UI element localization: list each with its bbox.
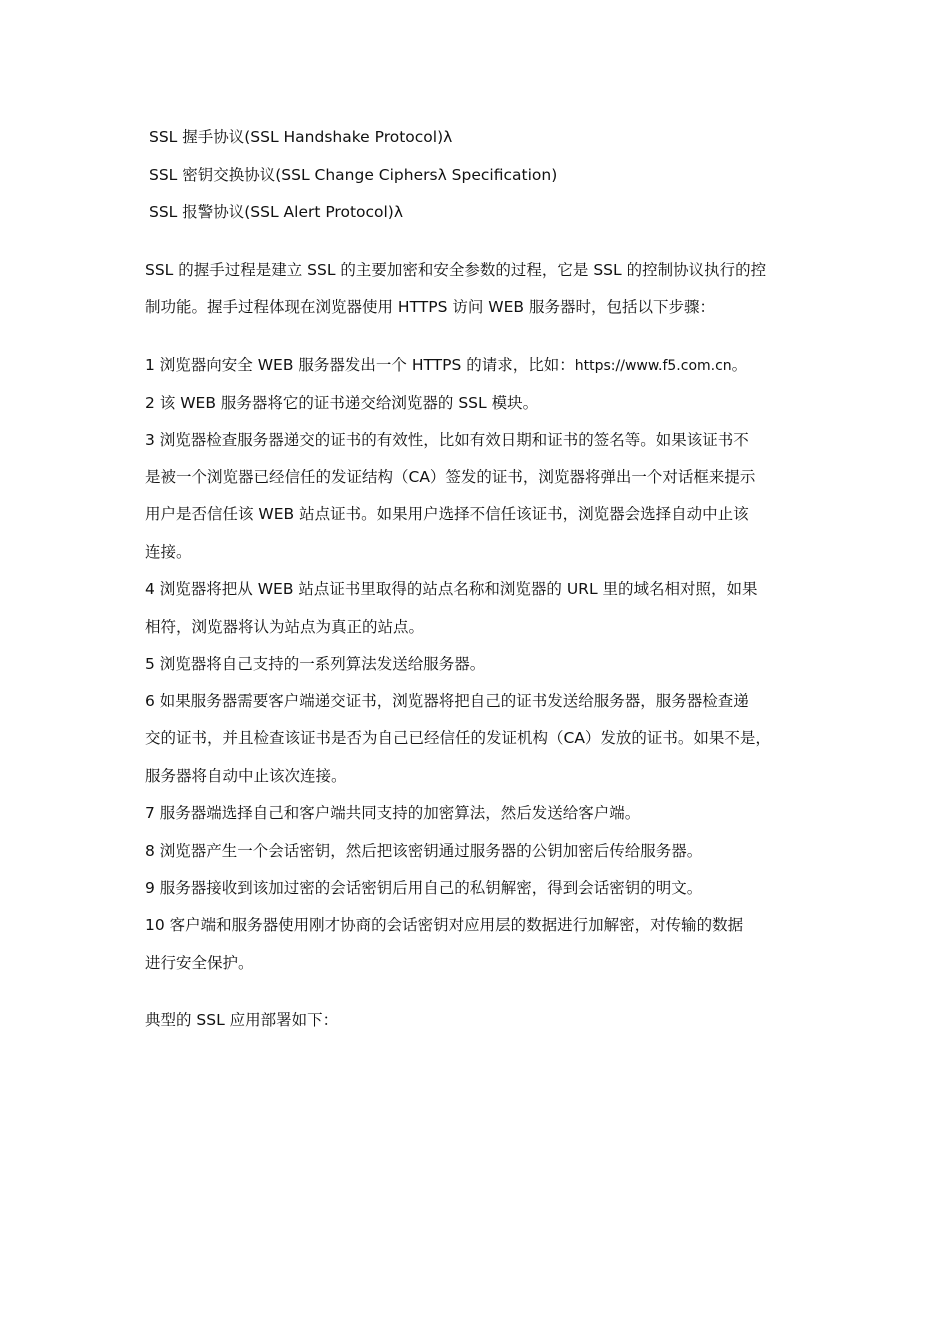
closing-line: 典型的 SSL 应用部署如下：	[145, 1011, 339, 1029]
example-url: https://www.f5.com.cn	[574, 358, 732, 374]
step-line: 3 浏览器检查服务器递交的证书的有效性，比如有效日期和证书的签名等。如果该证书不	[145, 431, 749, 449]
step-line: 8 浏览器产生一个会话密钥，然后把该密钥通过服务器的公钥加密后传给服务器。	[145, 842, 703, 860]
protocol-list-item: SSL 报警协议(SSL Alert Protocol)λ	[149, 203, 404, 221]
step-text: 1 浏览器向安全 WEB 服务器发出一个 HTTPS 的请求，比如：	[145, 356, 575, 374]
step-line: 连接。	[145, 543, 192, 561]
protocol-list-item: SSL 握手协议(SSL Handshake Protocol)λ	[149, 128, 453, 146]
step-line: 服务器将自动中止该次连接。	[145, 767, 347, 785]
protocol-list-item: SSL 密钥交换协议(SSL Change Ciphersλ Specification)	[149, 166, 558, 184]
step-line: 9 服务器接收到该加过密的会话密钥后用自己的私钥解密，得到会话密钥的明文。	[145, 879, 703, 897]
step-line: 进行安全保护。	[145, 954, 254, 972]
step-text: 。	[731, 356, 748, 374]
step-line	[145, 355, 747, 376]
step-line: 2 该 WEB 服务器将它的证书递交给浏览器的 SSL 模块。	[145, 394, 539, 412]
step-line: 相符，浏览器将认为站点为真正的站点。	[145, 618, 425, 636]
step-line: 是被一个浏览器已经信任的发证结构（CA）签发的证书，浏览器将弹出一个对话框来提示	[145, 468, 756, 486]
step-line: 7 服务器端选择自己和客户端共同支持的加密算法，然后发送给客户端。	[145, 804, 641, 822]
step-line: 6 如果服务器需要客户端递交证书，浏览器将把自己的证书发送给服务器，服务器检查递	[145, 692, 749, 710]
step-line: 5 浏览器将自己支持的一系列算法发送给服务器。	[145, 655, 486, 673]
step-line: 10 客户端和服务器使用刚才协商的会话密钥对应用层的数据进行加解密，对传输的数据	[145, 916, 744, 934]
step-line: 交的证书，并且检查该证书是否为自己已经信任的发证机构（CA）发放的证书。如果不是，	[145, 729, 771, 747]
step-line: 用户是否信任该 WEB 站点证书。如果用户选择不信任该证书，浏览器会选择自动中止该	[145, 505, 749, 523]
step-line: 4 浏览器将把从 WEB 站点证书里取得的站点名称和浏览器的 URL 里的域名相对照，如果	[145, 580, 758, 598]
intro-paragraph-line: SSL 的握手过程是建立 SSL 的主要加密和安全参数的过程，它是 SSL 的控制协议执行的控	[145, 261, 767, 279]
intro-paragraph-line: 制功能。握手过程体现在浏览器使用 HTTPS 访问 WEB 服务器时，包括以下步骤：	[145, 298, 715, 316]
